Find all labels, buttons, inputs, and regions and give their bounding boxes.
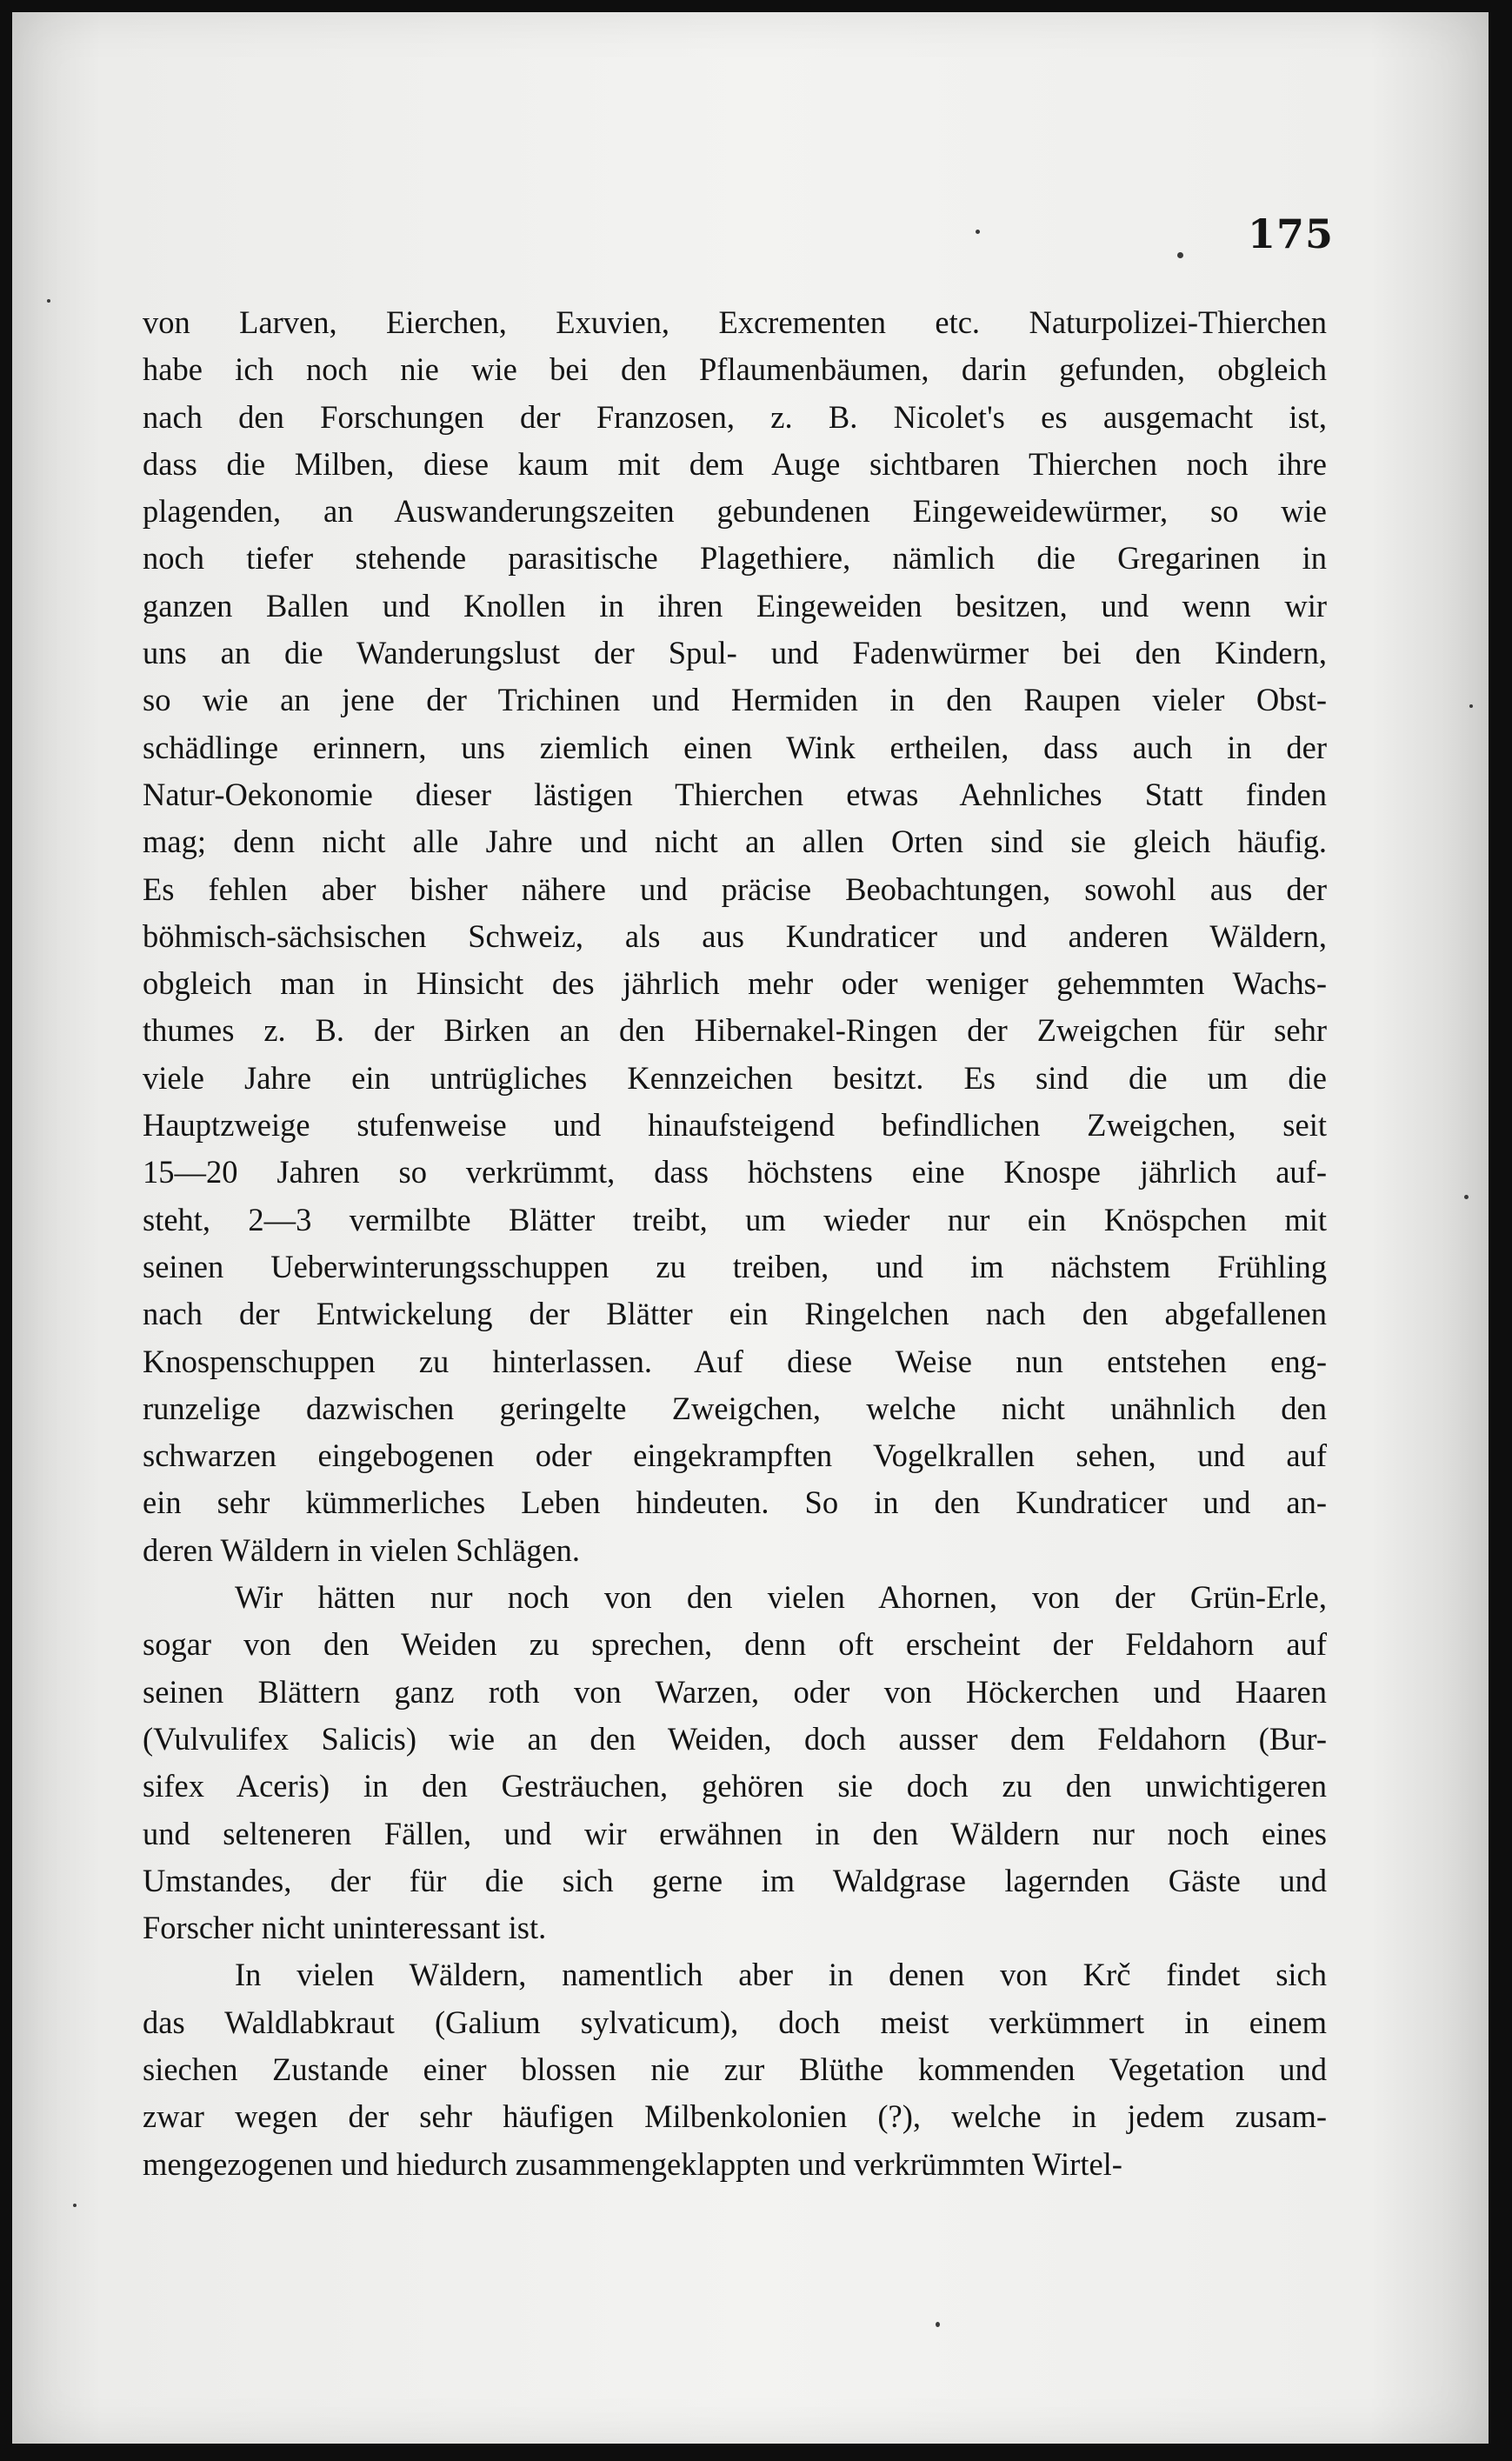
text-line: schädlinge erinnern, uns ziemlich einen Wink ertheilen, dass auch in der [143, 729, 1327, 765]
text-line: uns an die Wanderungslust der Spul- und Fadenwürmer bei den Kindern, [143, 635, 1327, 671]
text-line: Es fehlen aber bisher nähere und präcise Beobachtungen, sowohl aus der [143, 870, 1327, 907]
text-line: thumes z. B. der Birken an den Hibernakel-Ringen der Zweigchen für sehr [143, 1012, 1327, 1049]
scan-speck [1464, 1195, 1469, 1199]
text-line: Hauptzweige stufenweise und hinaufsteigend befindlichen Zweigchen, seit [143, 1107, 1327, 1144]
text-line: steht, 2—3 vermilbte Blätter treibt, um wieder nur ein Knöspchen mit [143, 1201, 1327, 1237]
body-text [143, 299, 1327, 2188]
text-line: schwarzen eingebogenen oder eingekrampften Vogelkrallen sehen, und auf [143, 1437, 1327, 1474]
scan-speck [1177, 252, 1183, 258]
text-line: Wir hätten nur noch von den vielen Ahornen, von der Grün-Erle, [235, 1579, 1327, 1616]
text-line: Natur-Oekonomie dieser lästigen Thierchen etwas Aehnliches Statt finden [143, 776, 1327, 812]
scan-speck [1469, 704, 1473, 708]
scan-speck [73, 2204, 77, 2207]
text-line: nach der Entwickelung der Blätter ein Ringelchen nach den abgefallenen [143, 1296, 1327, 1332]
text-line: mengezogenen und hiedurch zusammengeklappten und verkrümmten Wirtel- [143, 2145, 1122, 2182]
text-line: viele Jahre ein untrügliches Kennzeichen besitzt. Es sind die um die [143, 1059, 1327, 1096]
text-line: In vielen Wäldern, namentlich aber in denen von Krč findet sich [235, 1957, 1327, 1993]
text-line: dass die Milben, diese kaum mit dem Auge sichtbaren Thierchen noch ihre [143, 445, 1327, 482]
text-line: (Vulvulifex Salicis) wie an den Weiden, doch ausser dem Feldahorn (Bur- [143, 1720, 1327, 1757]
text-line: 15—20 Jahren so verkrümmt, dass höchstens eine Knospe jährlich auf- [143, 1154, 1327, 1190]
text-line: seinen Blättern ganz roth von Warzen, oder von Höckerchen und Haaren [143, 1673, 1327, 1710]
text-line: plagenden, an Auswanderungszeiten gebundenen Eingeweidewürmer, so wie [143, 493, 1327, 530]
text-line: ganzen Ballen und Knollen in ihren Eingeweiden besitzen, und wenn wir [143, 587, 1327, 624]
text-line: sogar von den Weiden zu sprechen, denn oft erscheint der Feldahorn auf [143, 1626, 1327, 1663]
book-page [12, 12, 1489, 2444]
text-line: so wie an jene der Trichinen und Hermiden in den Raupen vieler Obst- [143, 682, 1327, 718]
text-line: Forscher nicht uninteressant ist. [143, 1910, 547, 1946]
text-line: deren Wäldern in vielen Schlägen. [143, 1531, 581, 1568]
paragraph [143, 1951, 1327, 2187]
scan-speck [47, 299, 50, 303]
text-line: siechen Zustande einer blossen nie zur Blüthe kommenden Vegetation und [143, 2051, 1327, 2087]
text-line: mag; denn nicht alle Jahre und nicht an allen Orten sind sie gleich häufig. [143, 824, 1327, 860]
paragraph [143, 299, 1327, 1574]
text-line: von Larven, Eierchen, Exuvien, Excrementen etc. Naturpolizei-Thierchen [143, 304, 1327, 340]
text-line: noch tiefer stehende parasitische Plagethiere, nämlich die Gregarinen in [143, 540, 1327, 577]
text-line: das Waldlabkraut (Galium sylvaticum), doch meist verkümmert in einem [143, 2004, 1327, 2040]
text-line: Umstandes, der für die sich gerne im Waldgrase lagernden Gäste und [143, 1862, 1327, 1898]
text-line: ein sehr kümmerliches Leben hindeuten. So in den Kundraticer und an- [143, 1484, 1327, 1521]
text-line: und selteneren Fällen, und wir erwähnen in den Wäldern nur noch eines [143, 1815, 1327, 1851]
text-line: runzelige dazwischen geringelte Zweigchen, welche nicht unähnlich den [143, 1390, 1327, 1426]
text-line: zwar wegen der sehr häufigen Milbenkolonien (?), welche in jedem zusam- [143, 2098, 1327, 2135]
scan-speck [976, 230, 980, 234]
text-line: seinen Ueberwinterungsschuppen zu treiben, und im nächstem Frühling [143, 1248, 1327, 1284]
scan-speck [936, 2322, 940, 2327]
text-line: böhmisch-sächsischen Schweiz, als aus Kundraticer und anderen Wäldern, [143, 917, 1327, 954]
text-line: nach den Forschungen der Franzosen, z. B. Nicolet's es ausgemacht ist, [143, 398, 1327, 435]
text-line: Knospenschuppen zu hinterlassen. Auf diese Weise nun entstehen eng- [143, 1343, 1327, 1379]
page-number: 175 [1247, 210, 1334, 257]
text-line: obgleich man in Hinsicht des jährlich mehr oder weniger gehemmten Wachs- [143, 965, 1327, 1002]
text-line: habe ich noch nie wie bei den Pflaumenbäumen, darin gefunden, obgleich [143, 351, 1327, 388]
paragraph [143, 1574, 1327, 1951]
text-line: sifex Aceris) in den Gesträuchen, gehören sie doch zu den unwichtigeren [143, 1768, 1327, 1804]
